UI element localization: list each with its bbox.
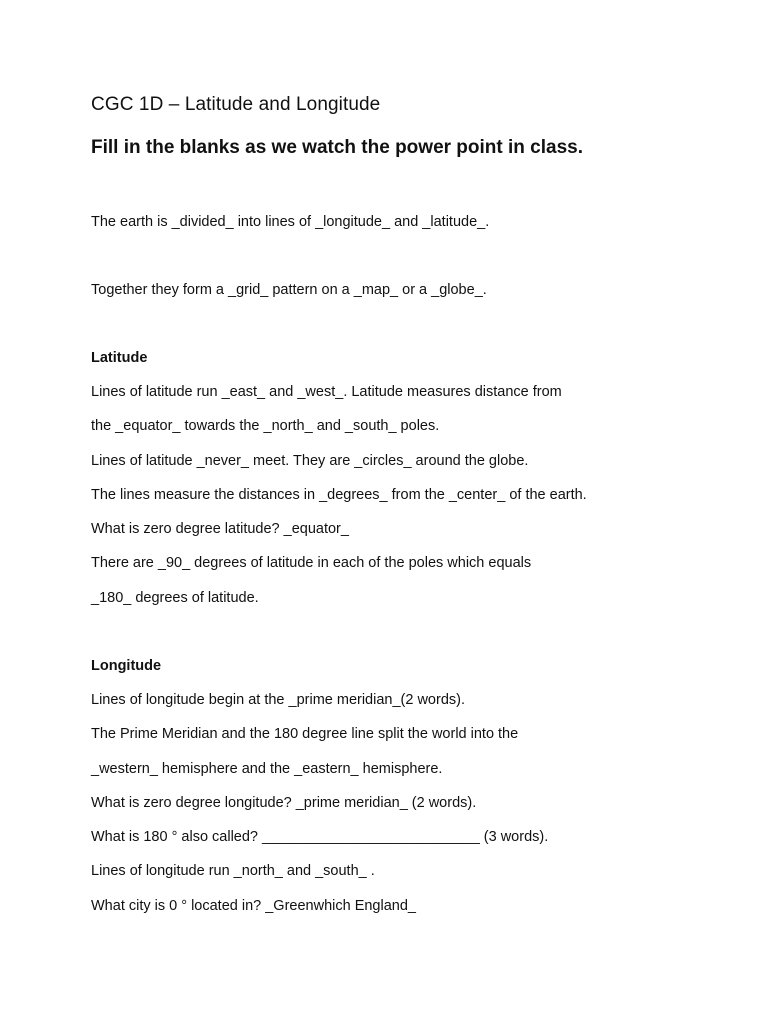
- longitude-line: What city is 0 ° located in? _Greenwhich England_: [91, 898, 416, 914]
- latitude-line: There are _90_ degrees of latitude in each of the poles which equals: [91, 555, 532, 571]
- longitude-line: What is zero degree longitude? _prime meridian_ (2 words).: [91, 795, 477, 811]
- latitude-heading: Latitude: [91, 350, 148, 366]
- intro-line: Together they form a _grid_ pattern on a _map_ or a _globe_.: [91, 282, 487, 298]
- page-title: CGC 1D – Latitude and Longitude: [91, 94, 381, 115]
- longitude-line: Lines of longitude begin at the _prime meridian_(2 words).: [91, 692, 465, 708]
- latitude-line: Lines of latitude run _east_ and _west_. Latitude measures distance from: [91, 384, 562, 400]
- latitude-line: _180_ degrees of latitude.: [91, 590, 259, 606]
- longitude-line: What is 180 ° also called? ___________________________ (3 words).: [91, 829, 549, 845]
- longitude-line: Lines of longitude run _north_ and _south_ .: [91, 863, 375, 879]
- longitude-line: The Prime Meridian and the 180 degree line split the world into the: [91, 726, 519, 742]
- page-subtitle: Fill in the blanks as we watch the power point in class.: [91, 137, 583, 158]
- latitude-line: Lines of latitude _never_ meet. They are _circles_ around the globe.: [91, 453, 529, 469]
- latitude-line: What is zero degree latitude? _equator_: [91, 521, 349, 537]
- longitude-line: _western_ hemisphere and the _eastern_ hemisphere.: [91, 761, 443, 777]
- longitude-heading: Longitude: [91, 658, 162, 674]
- latitude-line: the _equator_ towards the _north_ and _south_ poles.: [91, 418, 440, 434]
- intro-line: The earth is _divided_ into lines of _longitude_ and _latitude_.: [91, 214, 490, 230]
- latitude-line: The lines measure the distances in _degrees_ from the _center_ of the earth.: [91, 487, 587, 503]
